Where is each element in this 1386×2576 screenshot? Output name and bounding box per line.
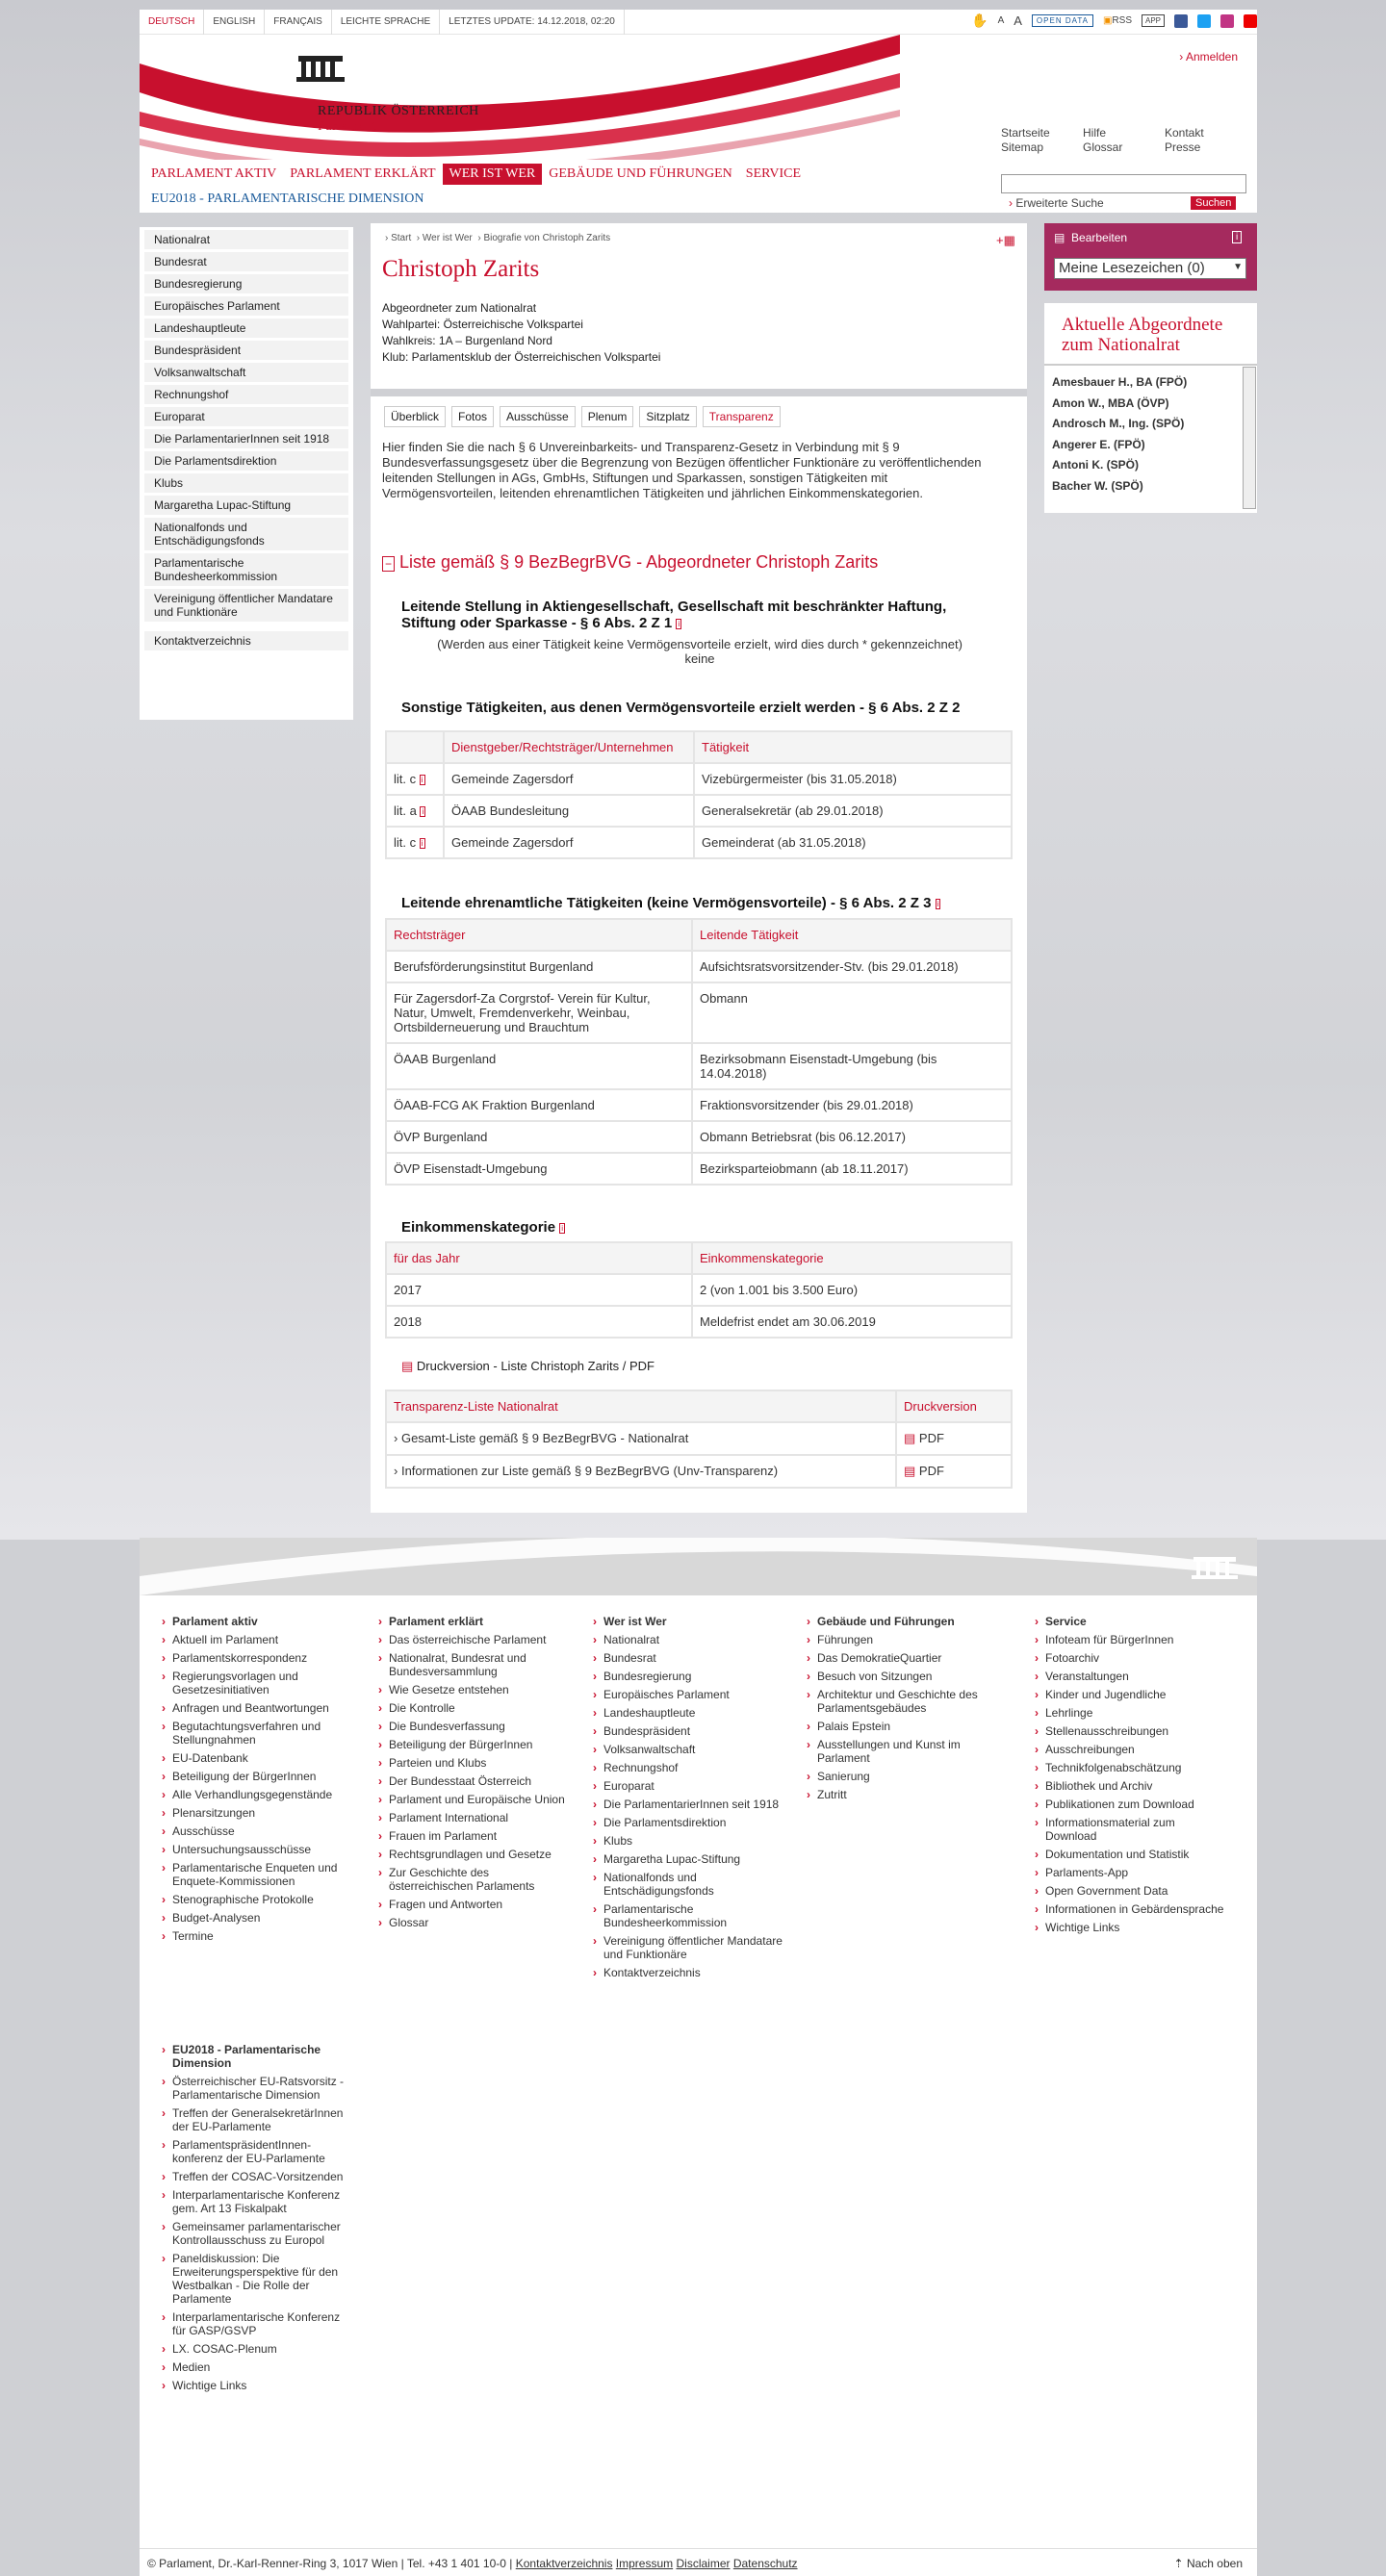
footer-link[interactable]: › EU-Datenbank bbox=[159, 1751, 351, 1765]
footer-link[interactable]: › Das DemokratieQuartier bbox=[804, 1651, 996, 1665]
footer-link[interactable]: › Rechtsgrundlagen und Gesetze bbox=[375, 1848, 568, 1861]
info-icon[interactable]: i bbox=[421, 839, 424, 849]
facebook-icon[interactable] bbox=[1174, 14, 1188, 28]
footer-link[interactable]: › Fotoarchiv bbox=[1032, 1651, 1224, 1665]
footer-link[interactable]: › Zutritt bbox=[804, 1788, 996, 1801]
lang-deutsch[interactable]: DEUTSCH bbox=[140, 10, 204, 35]
sidebar-item[interactable]: Europäisches Parlament bbox=[144, 296, 348, 316]
bookmarks-select-value: Meine Lesezeichen (0) bbox=[1059, 260, 1205, 276]
sidebar-item[interactable]: Bundespräsident bbox=[144, 341, 348, 360]
footer-band bbox=[140, 1538, 1257, 1595]
eu2018-link[interactable]: EU2018 - PARLAMENTARISCHE DIMENSION bbox=[151, 191, 424, 206]
quick-link[interactable]: Glossar bbox=[1083, 140, 1123, 154]
footer-col-wer-ist-wer bbox=[590, 1615, 783, 1984]
mp-link[interactable]: Androsch M., Ing. (SPÖ) bbox=[1052, 417, 1185, 430]
s1-note bbox=[401, 637, 998, 666]
search-button[interactable]: Suchen bbox=[1191, 196, 1236, 210]
edit-icon: ▤ bbox=[1054, 231, 1065, 244]
mp-link[interactable]: Bacher W. (SPÖ) bbox=[1052, 478, 1143, 493]
cell: Gemeinde Zagersdorf bbox=[444, 763, 694, 795]
cell: ÖVP Eisenstadt-Umgebung bbox=[386, 1153, 692, 1185]
footer-link[interactable]: › Budget-Analysen bbox=[159, 1911, 351, 1925]
footer-link[interactable]: › Besuch von Sitzungen bbox=[804, 1670, 996, 1683]
bookmarks-panel bbox=[1044, 223, 1257, 291]
footer-link[interactable]: › Veranstaltungen bbox=[1032, 1670, 1224, 1683]
sidebar-item[interactable]: Landeshauptleute bbox=[144, 319, 348, 338]
footer-link[interactable]: › Dokumentation und Statistik bbox=[1032, 1848, 1224, 1861]
table-row[interactable]: › Informationen zur Liste gemäß § 9 BezBegrBVG (Unv-Transparenz) ▤ PDF bbox=[386, 1455, 1012, 1488]
footer-link[interactable]: › Das österreichische Parlament bbox=[375, 1633, 568, 1646]
footer-link[interactable]: › Vereinigung öffentlicher Mandatare und Funktionäre bbox=[590, 1934, 783, 1961]
sidebar-item[interactable]: Nationalfonds und Entschädigungsfonds bbox=[144, 518, 348, 550]
s1-title bbox=[401, 599, 998, 631]
footer-link[interactable]: › Die Parlamentsdirektion bbox=[590, 1816, 783, 1829]
divider bbox=[1044, 364, 1257, 366]
footer-link[interactable]: › Paneldiskussion: Die Erweiterungsperspektive für den Westbalkan - Die Rolle der Parlamente bbox=[159, 2252, 351, 2306]
quick-link[interactable]: Kontakt bbox=[1165, 126, 1204, 140]
footer-link[interactable]: › Untersuchungsausschüsse bbox=[159, 1843, 351, 1856]
back-to-top-link[interactable] bbox=[1174, 2557, 1243, 2570]
logo-banner[interactable] bbox=[140, 35, 900, 160]
footer-link[interactable]: › Plenarsitzungen bbox=[159, 1806, 351, 1820]
s4-title bbox=[401, 1219, 565, 1236]
footer-link[interactable]: › Gemeinsamer parlamentarischer Kontrollausschuss zu Europol bbox=[159, 2220, 351, 2247]
table-row bbox=[386, 1274, 1012, 1306]
info-line: Wahlkreis: 1A – Burgenland Nord bbox=[382, 334, 552, 347]
cell: ÖAAB Burgenland bbox=[386, 1043, 692, 1089]
footer-col-title[interactable]: › Wer ist Wer bbox=[590, 1615, 783, 1628]
cell: ÖAAB Bundesleitung bbox=[444, 795, 694, 827]
divider bbox=[371, 389, 1027, 396]
footer-link[interactable]: › Interparlamentarische Konferenz für GASP/GSVP bbox=[159, 2310, 351, 2337]
cell: 2017 bbox=[386, 1274, 692, 1306]
footer-link[interactable]: › Palais Epstein bbox=[804, 1720, 996, 1733]
footer-link[interactable]: › Zur Geschichte des österreichischen Parlaments bbox=[375, 1866, 568, 1893]
footer-link[interactable]: › Führungen bbox=[804, 1633, 996, 1646]
cell: Bezirksparteiobmann (ab 18.11.2017) bbox=[692, 1153, 1012, 1185]
footer-link[interactable]: › Bundesregierung bbox=[590, 1670, 783, 1683]
footer-bottom-bar bbox=[140, 2548, 1257, 2576]
footer-col-gebaeude bbox=[804, 1615, 996, 1806]
s3-table bbox=[385, 918, 1013, 1186]
footer-link[interactable]: › Technikfolgenabschätzung bbox=[1032, 1761, 1224, 1774]
advanced-search-label: Erweiterte Suche bbox=[1015, 196, 1104, 210]
person-info bbox=[382, 300, 660, 366]
footer-link[interactable]: › Kinder und Jugendliche bbox=[1032, 1688, 1224, 1701]
tab-ausschuesse[interactable]: Ausschüsse bbox=[500, 406, 576, 427]
table-row bbox=[386, 1089, 1012, 1121]
footer-link[interactable]: › Wichtige Links bbox=[159, 2379, 351, 2392]
info-icon[interactable]: i bbox=[561, 1223, 564, 1233]
cell: Berufsförderungsinstitut Burgenland bbox=[386, 951, 692, 982]
main-content bbox=[371, 223, 1027, 1513]
cell: Obmann Betriebsrat (bis 06.12.2017) bbox=[692, 1121, 1012, 1153]
rss-label: RSS bbox=[1112, 15, 1132, 26]
tab-fotos[interactable]: Fotos bbox=[451, 406, 494, 427]
footer-link[interactable]: › LX. COSAC-Plenum bbox=[159, 2342, 351, 2356]
footer-col-service bbox=[1032, 1615, 1224, 1939]
cell: Für Zagersdorf-Za Corgrstof- Verein für Kultur, Natur, Umwelt, Fremdenverkehr, Weinbau, Ortsbilderneuerung und Brauchtum bbox=[386, 982, 692, 1043]
footer-link[interactable]: Datenschutz bbox=[732, 2557, 798, 2570]
nav-item[interactable]: GEBÄUDE UND FÜHRUNGEN bbox=[549, 166, 732, 181]
cell: Obmann bbox=[692, 982, 1012, 1043]
s4-table bbox=[385, 1241, 1013, 1339]
footer-link[interactable]: › Parteien und Klubs bbox=[375, 1756, 568, 1770]
sidebar-item[interactable]: Die ParlamentarierInnen seit 1918 bbox=[144, 429, 348, 448]
pdf-icon: ▤ bbox=[904, 1431, 916, 1445]
footer-col-parlament-aktiv bbox=[159, 1615, 351, 1948]
footer-link[interactable]: › Infoteam für BürgerInnen bbox=[1032, 1633, 1224, 1646]
lit-cell: lit. a bbox=[394, 803, 417, 818]
footer-link[interactable]: › ParlamentspräsidentInnen-konferenz der EU-Parlamente bbox=[159, 2138, 351, 2165]
cell: Vizebürgermeister (bis 31.05.2018) bbox=[694, 763, 1012, 795]
footer-link[interactable]: › Informationen in Gebärdensprache bbox=[1032, 1902, 1224, 1916]
footer-link[interactable]: › Parlamentarische Enqueten und Enquete-Kommissionen bbox=[159, 1861, 351, 1888]
footer-link[interactable]: › Volksanwaltschaft bbox=[590, 1743, 783, 1756]
footer-link[interactable]: › Parlament und Europäische Union bbox=[375, 1793, 568, 1806]
open-data-link[interactable]: OPEN DATA bbox=[1032, 14, 1093, 27]
footer-link[interactable]: › Rechnungshof bbox=[590, 1761, 783, 1774]
sidebar-item[interactable]: Vereinigung öffentlicher Mandatare und Funktionäre bbox=[144, 589, 348, 622]
login-link[interactable]: › Anmelden bbox=[1179, 50, 1238, 64]
col-header: Tätigkeit bbox=[694, 731, 1012, 763]
intro-text: Hier finden Sie die nach § 6 Unvereinbarkeits- und Transparenz-Gesetz in Verbindung mit § 9 Bundesverfassungsgesetz über die Begrenzung von Bezügen öffentlicher Funktionäre zu veröffentlichenden leitenden Stellungen in AGs, GmbHs, Stiftungen und Sparkassen, sonstigen Tätigkeiten mit Vermögensvorteilen, leitenden ehrenamtlichen Tätigkeiten und jährlichen Einkommenskategorien. bbox=[382, 440, 982, 500]
main-nav bbox=[144, 164, 808, 185]
edit-label: Bearbeiten bbox=[1071, 231, 1128, 244]
mp-link[interactable]: Amesbauer H., BA (FPÖ) bbox=[1052, 375, 1188, 389]
table-row bbox=[386, 827, 1012, 858]
cell: ÖVP Burgenland bbox=[386, 1121, 692, 1153]
footer-link[interactable]: Impressum bbox=[615, 2557, 674, 2570]
twitter-icon[interactable] bbox=[1197, 14, 1211, 28]
parlament-logo-icon bbox=[296, 56, 345, 82]
tab-bar bbox=[384, 406, 781, 427]
footer-link[interactable]: › Ausschreibungen bbox=[1032, 1743, 1224, 1756]
info-line: Abgeordneter zum Nationalrat bbox=[382, 301, 537, 315]
instagram-icon[interactable] bbox=[1220, 14, 1234, 28]
footer-link[interactable]: › Lehrlinge bbox=[1032, 1706, 1224, 1720]
bc-label: Start bbox=[391, 233, 412, 243]
footer-col-title[interactable]: › Parlament aktiv bbox=[159, 1615, 351, 1628]
sign-language-icon[interactable]: ✋ bbox=[971, 13, 988, 28]
table-row bbox=[386, 1306, 1012, 1338]
footer-link[interactable]: › Ausschüsse bbox=[159, 1824, 351, 1838]
cell: Aufsichtsratsvorsitzender-Stv. (bis 29.01.2018) bbox=[692, 951, 1012, 982]
footer-link[interactable]: › Stenographische Protokolle bbox=[159, 1893, 351, 1906]
cell: Fraktionsvorsitzender (bis 29.01.2018) bbox=[692, 1089, 1012, 1121]
nav-item[interactable]: SERVICE bbox=[745, 166, 802, 181]
mps-list bbox=[1052, 372, 1187, 497]
footer-link[interactable]: › Parlamentarische Bundesheerkommission bbox=[590, 1902, 783, 1929]
footer-link[interactable]: › Glossar bbox=[375, 1916, 568, 1929]
nav-item[interactable]: PARLAMENT AKTIV bbox=[151, 166, 277, 181]
sidebar-item[interactable]: Kontaktverzeichnis bbox=[144, 631, 348, 650]
footer-col-title[interactable]: › Gebäude und Führungen bbox=[804, 1615, 996, 1628]
footer-link[interactable]: › Die Bundesverfassung bbox=[375, 1720, 568, 1733]
search-input[interactable] bbox=[1001, 174, 1246, 193]
footer-link[interactable]: › Bundespräsident bbox=[590, 1724, 783, 1738]
bookmark-add-icon[interactable]: +▦ bbox=[996, 233, 1015, 247]
back-to-top-label: Nach oben bbox=[1186, 2557, 1243, 2570]
quick-link[interactable]: Hilfe bbox=[1083, 126, 1107, 140]
footer-link[interactable]: › Treffen der COSAC-Vorsitzenden bbox=[159, 2170, 351, 2183]
footer-link[interactable]: › Wie Gesetze entstehen bbox=[375, 1683, 568, 1696]
collapse-icon[interactable]: − bbox=[382, 556, 395, 572]
info-line: Klub: Parlamentsklub der Österreichischen Volkspartei bbox=[382, 350, 661, 364]
lang-francais[interactable]: FRANÇAIS bbox=[265, 10, 332, 35]
footer-link[interactable]: › Bibliothek und Archiv bbox=[1032, 1779, 1224, 1793]
nav-item-active[interactable]: WER IST WER bbox=[443, 164, 543, 185]
lit-cell: lit. c bbox=[394, 772, 417, 786]
lit-cell: lit. c bbox=[394, 835, 417, 850]
footer-link[interactable]: › Margaretha Lupac-Stiftung bbox=[590, 1852, 783, 1866]
mp-link[interactable]: Angerer E. (FPÖ) bbox=[1052, 437, 1145, 451]
info-icon[interactable]: i bbox=[937, 899, 939, 908]
cell: ÖAAB-FCG AK Fraktion Burgenland bbox=[386, 1089, 692, 1121]
mps-title: Aktuelle Abgeordnete zum Nationalrat bbox=[1062, 315, 1223, 355]
mp-link[interactable]: Antoni K. (SPÖ) bbox=[1052, 458, 1139, 472]
footer-link[interactable]: › Parlament International bbox=[375, 1811, 568, 1824]
footer-link[interactable]: Disclaimer bbox=[676, 2557, 731, 2570]
footer-link[interactable]: › Regierungsvorlagen und Gesetzesinitiativen bbox=[159, 1670, 351, 1696]
col-header: Einkommenskategorie bbox=[692, 1242, 1012, 1274]
footer-col-title[interactable]: › Service bbox=[1032, 1615, 1224, 1628]
pdf-link[interactable]: PDF bbox=[918, 1464, 944, 1478]
footer-link[interactable]: › Parlamentskorrespondenz bbox=[159, 1651, 351, 1665]
quick-link[interactable]: Presse bbox=[1165, 140, 1201, 154]
cell: Informationen zur Liste gemäß § 9 BezBegrBVG (Unv-Transparenz) bbox=[400, 1464, 779, 1478]
sidebar-item[interactable]: Margaretha Lupac-Stiftung bbox=[144, 496, 348, 515]
footer-link[interactable]: › Beteiligung der BürgerInnen bbox=[375, 1738, 568, 1751]
footer-col-parlament-erklaert bbox=[375, 1615, 568, 1934]
footer-link[interactable]: › Nationalrat bbox=[590, 1633, 783, 1646]
footer-link[interactable]: › Interparlamentarische Konferenz gem. Art 13 Fiskalpakt bbox=[159, 2188, 351, 2215]
bc-item: › Biografie von Christoph Zarits bbox=[477, 233, 611, 243]
sidebar-item[interactable]: Volksanwaltschaft bbox=[144, 363, 348, 382]
col-header: Rechtsträger bbox=[386, 919, 692, 951]
footer-link[interactable]: › Nationalrat, Bundesrat und Bundesversammlung bbox=[375, 1651, 568, 1678]
bc-item[interactable]: › Start bbox=[385, 233, 412, 243]
print-version-label: Druckversion - Liste Christoph Zarits / PDF bbox=[416, 1359, 654, 1373]
s1-none: keine bbox=[684, 651, 715, 666]
page-title: Christoph Zarits bbox=[382, 256, 540, 282]
logo-subtitle: Parlament bbox=[318, 119, 377, 134]
footer-link[interactable]: › Nationalfonds und Entschädigungsfonds bbox=[590, 1871, 783, 1898]
footer-link[interactable]: › Open Government Data bbox=[1032, 1884, 1224, 1898]
footer-link[interactable]: Kontaktverzeichnis bbox=[515, 2557, 613, 2570]
table-row bbox=[386, 763, 1012, 795]
cell: 2018 bbox=[386, 1306, 692, 1338]
quick-link[interactable]: Startseite bbox=[1001, 126, 1050, 140]
s1-title-text: Leitende Stellung in Aktiengesellschaft, Gesellschaft mit beschränkter Haftung, Stiftung oder Sparkasse - § 6 Abs. 2 Z 1 bbox=[401, 599, 947, 631]
transparency-list-table bbox=[385, 1390, 1013, 1489]
footer-link[interactable]: › Ausstellungen und Kunst im Parlament bbox=[804, 1738, 996, 1765]
footer-link[interactable]: › Alle Verhandlungsgegenstände bbox=[159, 1788, 351, 1801]
bc-item[interactable]: › Wer ist Wer bbox=[416, 233, 473, 243]
footer-link[interactable]: › Fragen und Antworten bbox=[375, 1898, 568, 1911]
sidebar-item[interactable]: Europarat bbox=[144, 407, 348, 426]
tab-ueberblick[interactable]: Überblick bbox=[384, 406, 446, 427]
info-icon[interactable]: i bbox=[678, 619, 680, 628]
nav-item[interactable]: PARLAMENT ERKLÄRT bbox=[290, 166, 436, 181]
footer-col-title[interactable]: › EU2018 - Parlamentarische Dimension bbox=[159, 2043, 351, 2070]
mp-link[interactable]: Amon W., MBA (ÖVP) bbox=[1052, 395, 1169, 410]
footer-link[interactable]: › Die ParlamentarierInnen seit 1918 bbox=[590, 1798, 783, 1811]
footer-link[interactable]: › Publikationen zum Download bbox=[1032, 1798, 1224, 1811]
header bbox=[140, 35, 1257, 213]
footer-link[interactable]: › Sanierung bbox=[804, 1770, 996, 1783]
col-header: Druckversion bbox=[896, 1390, 1012, 1422]
footer-link[interactable]: › Stellenausschreibungen bbox=[1032, 1724, 1224, 1738]
cell: Gesamt-Liste gemäß § 9 BezBegrBVG - Nationalrat bbox=[400, 1431, 689, 1445]
sidebar bbox=[140, 227, 353, 720]
bc-label: Wer ist Wer bbox=[422, 233, 473, 243]
chevron-down-icon: ▼ bbox=[1233, 262, 1243, 272]
footer bbox=[140, 1538, 1257, 2576]
pdf-icon: ▤ bbox=[904, 1464, 916, 1478]
tab-transparenz[interactable]: Transparenz bbox=[703, 406, 781, 427]
copyright: © Parlament, Dr.-Karl-Renner-Ring 3, 1017 Wien | Tel. +43 1 401 10-0 | bbox=[147, 2557, 513, 2570]
s4-title-text: Einkommenskategorie bbox=[401, 1219, 556, 1236]
section-heading-label: Liste gemäß § 9 BezBegrBVG - Abgeordneter Christoph Zarits bbox=[399, 552, 879, 572]
footer-link[interactable]: › Anfragen und Beantwortungen bbox=[159, 1701, 351, 1715]
footer-link[interactable]: › Aktuell im Parlament bbox=[159, 1633, 351, 1646]
sidebar-item[interactable]: Die Parlamentsdirektion bbox=[144, 451, 348, 471]
print-version-link[interactable] bbox=[401, 1359, 654, 1374]
bookmarks-select[interactable] bbox=[1054, 258, 1246, 279]
lang-leichte-sprache[interactable]: LEICHTE SPRACHE bbox=[332, 10, 440, 35]
info-icon[interactable]: i bbox=[421, 776, 424, 785]
col-header: Transparenz-Liste Nationalrat bbox=[386, 1390, 896, 1422]
table-row[interactable]: › Gesamt-Liste gemäß § 9 BezBegrBVG - Nationalrat ▤ PDF bbox=[386, 1422, 1012, 1455]
app-link[interactable]: APP bbox=[1142, 14, 1165, 27]
current-mps-panel bbox=[1044, 303, 1257, 513]
cell: Gemeinde Zagersdorf bbox=[444, 827, 694, 858]
footer-link[interactable]: › Österreichischer EU-Ratsvorsitz - Parlamentarische Dimension bbox=[159, 2075, 351, 2102]
footer-link[interactable]: › Klubs bbox=[590, 1834, 783, 1848]
footer-link[interactable]: › Beteiligung der BürgerInnen bbox=[159, 1770, 351, 1783]
logo-title: REPUBLIK ÖSTERREICH bbox=[318, 104, 479, 118]
rss-link[interactable] bbox=[1103, 15, 1132, 26]
banner-swoosh bbox=[140, 35, 900, 160]
col-header: Leitende Tätigkeit bbox=[692, 919, 1012, 951]
table-row bbox=[386, 1153, 1012, 1185]
mps-scrollbar[interactable] bbox=[1243, 367, 1256, 509]
footer-link[interactable]: › Landeshauptleute bbox=[590, 1706, 783, 1720]
col-header: für das Jahr bbox=[386, 1242, 692, 1274]
footer-link[interactable]: › Frauen im Parlament bbox=[375, 1829, 568, 1843]
font-large[interactable]: A bbox=[1014, 13, 1022, 28]
table-row bbox=[386, 982, 1012, 1043]
footer-link[interactable]: › Architektur und Geschichte des Parlamentsgebäudes bbox=[804, 1688, 996, 1715]
footer-link[interactable]: › Termine bbox=[159, 1929, 351, 1943]
footer-link[interactable]: › Wichtige Links bbox=[1032, 1921, 1224, 1934]
footer-link[interactable]: › Europarat bbox=[590, 1779, 783, 1793]
table-row bbox=[386, 1121, 1012, 1153]
col-header: Dienstgeber/Rechtsträger/Unternehmen bbox=[444, 731, 694, 763]
footer-link[interactable]: › Medien bbox=[159, 2360, 351, 2374]
quick-links bbox=[1001, 126, 1246, 154]
table-row bbox=[386, 795, 1012, 827]
footer-link[interactable]: › Bundesrat bbox=[590, 1651, 783, 1665]
info-icon[interactable]: i bbox=[1232, 231, 1242, 243]
pdf-icon: ▤ bbox=[401, 1359, 414, 1373]
footer-col-title[interactable]: › Parlament erklärt bbox=[375, 1615, 568, 1628]
top-bar bbox=[140, 10, 1257, 35]
lang-english[interactable]: ENGLISH bbox=[204, 10, 265, 35]
tab-plenum[interactable]: Plenum bbox=[581, 406, 634, 427]
table-row bbox=[386, 1043, 1012, 1089]
tab-sitzplatz[interactable]: Sitzplatz bbox=[639, 406, 696, 427]
footer-link[interactable]: › Kontaktverzeichnis bbox=[590, 1966, 783, 1979]
sidebar-item[interactable]: Bundesrat bbox=[144, 252, 348, 271]
s1-note-text: (Werden aus einer Tätigkeit keine Vermögensvorteile erzielt, wird dies durch * gekennzeichnet) bbox=[437, 637, 962, 651]
rss-icon: ▣ bbox=[1102, 15, 1113, 26]
advanced-search-link[interactable]: › Erweiterte Suche bbox=[1009, 196, 1104, 210]
sidebar-item[interactable]: Parlamentarische Bundesheerkommission bbox=[144, 553, 348, 586]
sidebar-item[interactable]: Klubs bbox=[144, 473, 348, 493]
s3-title-text: Leitende ehrenamtliche Tätigkeiten (keine Vermögensvorteile) - § 6 Abs. 2 Z 3 bbox=[401, 895, 932, 911]
section-heading[interactable] bbox=[382, 552, 878, 573]
footer-col-eu2018 bbox=[159, 2043, 351, 2397]
sidebar-item[interactable]: Nationalrat bbox=[144, 230, 348, 249]
breadcrumb bbox=[385, 233, 610, 243]
footer-link[interactable]: › Europäisches Parlament bbox=[590, 1688, 783, 1701]
cell: 2 (von 1.001 bis 3.500 Euro) bbox=[692, 1274, 1012, 1306]
cell: Gemeinderat (ab 31.05.2018) bbox=[694, 827, 1012, 858]
edit-link[interactable] bbox=[1054, 231, 1127, 244]
pdf-link[interactable]: PDF bbox=[918, 1431, 944, 1445]
footer-link[interactable]: › Parlaments-App bbox=[1032, 1866, 1224, 1879]
footer-link[interactable]: › Die Kontrolle bbox=[375, 1701, 568, 1715]
cell: Generalsekretär (ab 29.01.2018) bbox=[694, 795, 1012, 827]
font-small[interactable]: A bbox=[997, 15, 1005, 26]
info-line: Wahlpartei: Österreichische Volkspartei bbox=[382, 318, 583, 331]
quick-link[interactable]: Sitemap bbox=[1001, 140, 1044, 154]
youtube-icon[interactable] bbox=[1244, 14, 1257, 28]
last-update: LETZTES UPDATE: 14.12.2018, 02:20 bbox=[440, 10, 625, 35]
table-row bbox=[386, 951, 1012, 982]
bc-label: Biografie von Christoph Zarits bbox=[483, 233, 611, 243]
arrow-up-icon: ⇡ bbox=[1173, 2557, 1184, 2570]
sidebar-item[interactable]: Rechnungshof bbox=[144, 385, 348, 404]
footer-link[interactable]: › Treffen der GeneralsekretärInnen der EU-Parlamente bbox=[159, 2106, 351, 2133]
footer-link[interactable]: › Der Bundesstaat Österreich bbox=[375, 1774, 568, 1788]
s2-title: Sonstige Tätigkeiten, aus denen Vermögensvorteile erzielt werden - § 6 Abs. 2 Z 2 bbox=[401, 700, 961, 716]
info-icon[interactable]: i bbox=[422, 807, 424, 817]
cell: Meldefrist endet am 30.06.2019 bbox=[692, 1306, 1012, 1338]
footer-link[interactable]: › Begutachtungsverfahren und Stellungnahmen bbox=[159, 1720, 351, 1747]
sidebar-item[interactable]: Bundesregierung bbox=[144, 274, 348, 293]
s2-table bbox=[385, 730, 1013, 859]
cell: Bezirksobmann Eisenstadt-Umgebung (bis 14.04.2018) bbox=[692, 1043, 1012, 1089]
footer-swoosh bbox=[140, 1538, 1257, 1595]
login-label: Anmelden bbox=[1185, 50, 1238, 64]
s3-title bbox=[401, 895, 940, 911]
footer-link[interactable]: › Informationsmaterial zum Download bbox=[1032, 1816, 1224, 1843]
